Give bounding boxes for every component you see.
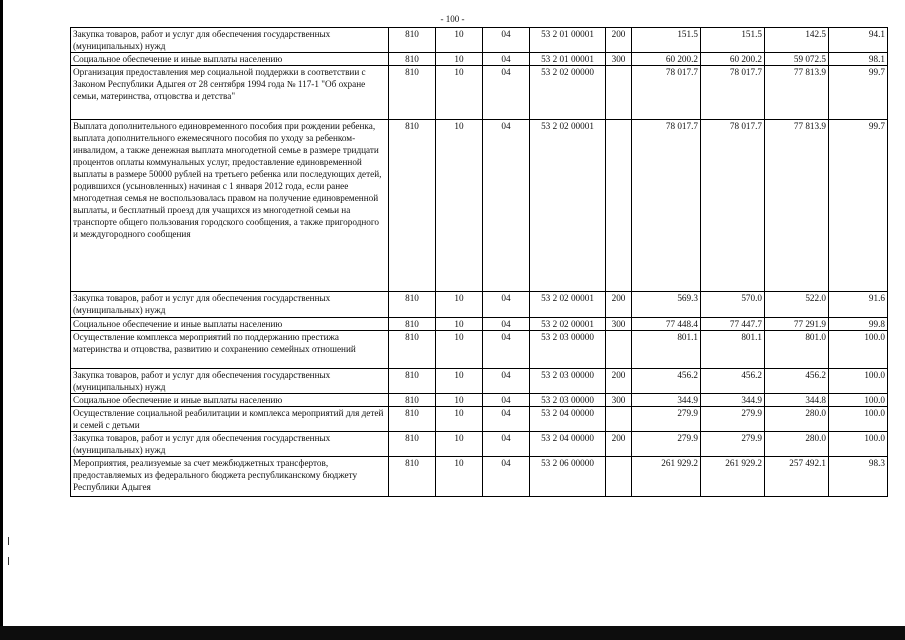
ministry-code: 810 (389, 432, 436, 457)
percent-value: 99.8 (829, 318, 888, 331)
row-name: Организация предоставления мер социальной поддержки в соответствии с Законом Республики Адыгея от 28 сентября 1994 года № 117-1 "Об охране семьи, материнства, отцовства и детства" (71, 66, 389, 120)
refined-plan-value: 279.9 (701, 432, 765, 457)
refined-plan-value: 570.0 (701, 292, 765, 318)
table-row (71, 53, 888, 66)
plan-value: 151.5 (632, 28, 701, 53)
table-row (71, 407, 888, 432)
subsection-code: 04 (483, 120, 530, 292)
table-row (71, 292, 888, 318)
target-article: 53 2 04 00000 (530, 407, 606, 432)
row-name: Социальное обеспечение и иные выплаты населению (71, 53, 389, 66)
percent-value: 98.1 (829, 53, 888, 66)
plan-value: 279.9 (632, 432, 701, 457)
section-code: 10 (436, 66, 483, 120)
percent-value: 94.1 (829, 28, 888, 53)
section-code: 10 (436, 292, 483, 318)
subsection-code: 04 (483, 53, 530, 66)
refined-plan-value: 77 447.7 (701, 318, 765, 331)
table-row (71, 120, 888, 292)
target-article: 53 2 03 00000 (530, 394, 606, 407)
expense-type (606, 331, 632, 369)
refined-plan-value: 60 200.2 (701, 53, 765, 66)
target-article: 53 2 03 00000 (530, 331, 606, 369)
subsection-code: 04 (483, 318, 530, 331)
percent-value: 98.3 (829, 457, 888, 497)
refined-plan-value: 78 017.7 (701, 120, 765, 292)
subsection-code: 04 (483, 457, 530, 497)
executed-value: 257 492.1 (765, 457, 829, 497)
plan-value: 78 017.7 (632, 120, 701, 292)
percent-value: 100.0 (829, 432, 888, 457)
ministry-code: 810 (389, 28, 436, 53)
executed-value: 77 813.9 (765, 120, 829, 292)
table-row (71, 66, 888, 120)
expense-type (606, 66, 632, 120)
ministry-code: 810 (389, 292, 436, 318)
plan-value: 801.1 (632, 331, 701, 369)
executed-value: 77 813.9 (765, 66, 829, 120)
refined-plan-value: 344.9 (701, 394, 765, 407)
row-name: Мероприятия, реализуемые за счет межбюджетных трансфертов, предоставляемых из федерального бюджета республиканскому бюджету Республики Адыгея (71, 457, 389, 497)
ministry-code: 810 (389, 53, 436, 66)
executed-value: 344.8 (765, 394, 829, 407)
refined-plan-value: 456.2 (701, 369, 765, 394)
executed-value: 142.5 (765, 28, 829, 53)
row-name: Социальное обеспечение и иные выплаты населению (71, 394, 389, 407)
percent-value: 100.0 (829, 394, 888, 407)
percent-value: 91.6 (829, 292, 888, 318)
refined-plan-value: 78 017.7 (701, 66, 765, 120)
expense-type: 300 (606, 394, 632, 407)
table-row (71, 28, 888, 53)
expense-type (606, 120, 632, 292)
plan-value: 344.9 (632, 394, 701, 407)
expense-type: 300 (606, 318, 632, 331)
row-name: Осуществление комплекса мероприятий по поддержанию престижа материнства и отцовства, развитию и сохранению семейных отношений (71, 331, 389, 369)
expense-type: 200 (606, 432, 632, 457)
plan-value: 569.3 (632, 292, 701, 318)
subsection-code: 04 (483, 407, 530, 432)
row-name: Закупка товаров, работ и услуг для обеспечения государственных (муниципальных) нужд (71, 432, 389, 457)
subsection-code: 04 (483, 292, 530, 318)
scan-margin-mark (8, 537, 9, 545)
expense-type: 200 (606, 369, 632, 394)
expense-type (606, 457, 632, 497)
section-code: 10 (436, 432, 483, 457)
row-name: Закупка товаров, работ и услуг для обеспечения государственных (муниципальных) нужд (71, 369, 389, 394)
percent-value: 99.7 (829, 66, 888, 120)
ministry-code: 810 (389, 394, 436, 407)
subsection-code: 04 (483, 66, 530, 120)
target-article: 53 2 02 00001 (530, 120, 606, 292)
target-article: 53 2 02 00000 (530, 66, 606, 120)
ministry-code: 810 (389, 407, 436, 432)
target-article: 53 2 03 00000 (530, 369, 606, 394)
section-code: 10 (436, 331, 483, 369)
subsection-code: 04 (483, 331, 530, 369)
plan-value: 279.9 (632, 407, 701, 432)
refined-plan-value: 801.1 (701, 331, 765, 369)
page-number: - 100 - (440, 14, 465, 24)
percent-value: 100.0 (829, 369, 888, 394)
percent-value: 100.0 (829, 407, 888, 432)
section-code: 10 (436, 394, 483, 407)
executed-value: 801.0 (765, 331, 829, 369)
row-name: Выплата дополнительного единовременного пособия при рождении ребенка, выплата дополнительного ежемесячного пособия по уходу за ребенком-инвалидом, а также денежная выплата многодетной семье в размере тридцати процентов оплаты коммунальных услуг, предоставление единовременной выплаты в размере 50000 рублей на третьего ребенка или последующих детей, родившихся (усыновленных) начиная с 1 января 2012 года, если ранее многодетная семья не воспользовалась правом на получение единовременной выплаты, и бесплатный проезд для учащихся из многодетной семьи на транспорте общего пользования городского сообщения, а также пригородного и междугородного сообщения (71, 120, 389, 292)
expense-type: 200 (606, 28, 632, 53)
section-code: 10 (436, 369, 483, 394)
executed-value: 456.2 (765, 369, 829, 394)
ministry-code: 810 (389, 331, 436, 369)
subsection-code: 04 (483, 28, 530, 53)
table-row (71, 331, 888, 369)
row-name: Закупка товаров, работ и услуг для обеспечения государственных (муниципальных) нужд (71, 292, 389, 318)
executed-value: 280.0 (765, 432, 829, 457)
subsection-code: 04 (483, 369, 530, 394)
executed-value: 280.0 (765, 407, 829, 432)
section-code: 10 (436, 318, 483, 331)
percent-value: 100.0 (829, 331, 888, 369)
expense-type: 300 (606, 53, 632, 66)
row-name: Социальное обеспечение и иные выплаты населению (71, 318, 389, 331)
budget-table (70, 27, 888, 497)
section-code: 10 (436, 457, 483, 497)
refined-plan-value: 279.9 (701, 407, 765, 432)
target-article: 53 2 04 00000 (530, 432, 606, 457)
plan-value: 77 448.4 (632, 318, 701, 331)
table-row (71, 457, 888, 497)
plan-value: 78 017.7 (632, 66, 701, 120)
ministry-code: 810 (389, 66, 436, 120)
table-row (71, 394, 888, 407)
section-code: 10 (436, 28, 483, 53)
ministry-code: 810 (389, 120, 436, 292)
executed-value: 59 072.5 (765, 53, 829, 66)
target-article: 53 2 02 00001 (530, 318, 606, 331)
expense-type: 200 (606, 292, 632, 318)
refined-plan-value: 151.5 (701, 28, 765, 53)
plan-value: 456.2 (632, 369, 701, 394)
target-article: 53 2 01 00001 (530, 53, 606, 66)
section-code: 10 (436, 120, 483, 292)
plan-value: 60 200.2 (632, 53, 701, 66)
table-row (71, 369, 888, 394)
refined-plan-value: 261 929.2 (701, 457, 765, 497)
percent-value: 99.7 (829, 120, 888, 292)
ministry-code: 810 (389, 318, 436, 331)
target-article: 53 2 01 00001 (530, 28, 606, 53)
row-name: Осуществление социальной реабилитации и комплекса мероприятий для детей и семей с детьми (71, 407, 389, 432)
subsection-code: 04 (483, 432, 530, 457)
section-code: 10 (436, 53, 483, 66)
scan-margin-mark (8, 557, 9, 565)
target-article: 53 2 06 00000 (530, 457, 606, 497)
scan-bottom-edge (0, 626, 905, 640)
ministry-code: 810 (389, 369, 436, 394)
plan-value: 261 929.2 (632, 457, 701, 497)
expense-type (606, 407, 632, 432)
scan-left-edge (0, 0, 3, 640)
table-row (71, 318, 888, 331)
executed-value: 522.0 (765, 292, 829, 318)
row-name: Закупка товаров, работ и услуг для обеспечения государственных (муниципальных) нужд (71, 28, 389, 53)
target-article: 53 2 02 00001 (530, 292, 606, 318)
table-row (71, 432, 888, 457)
section-code: 10 (436, 407, 483, 432)
ministry-code: 810 (389, 457, 436, 497)
subsection-code: 04 (483, 394, 530, 407)
executed-value: 77 291.9 (765, 318, 829, 331)
